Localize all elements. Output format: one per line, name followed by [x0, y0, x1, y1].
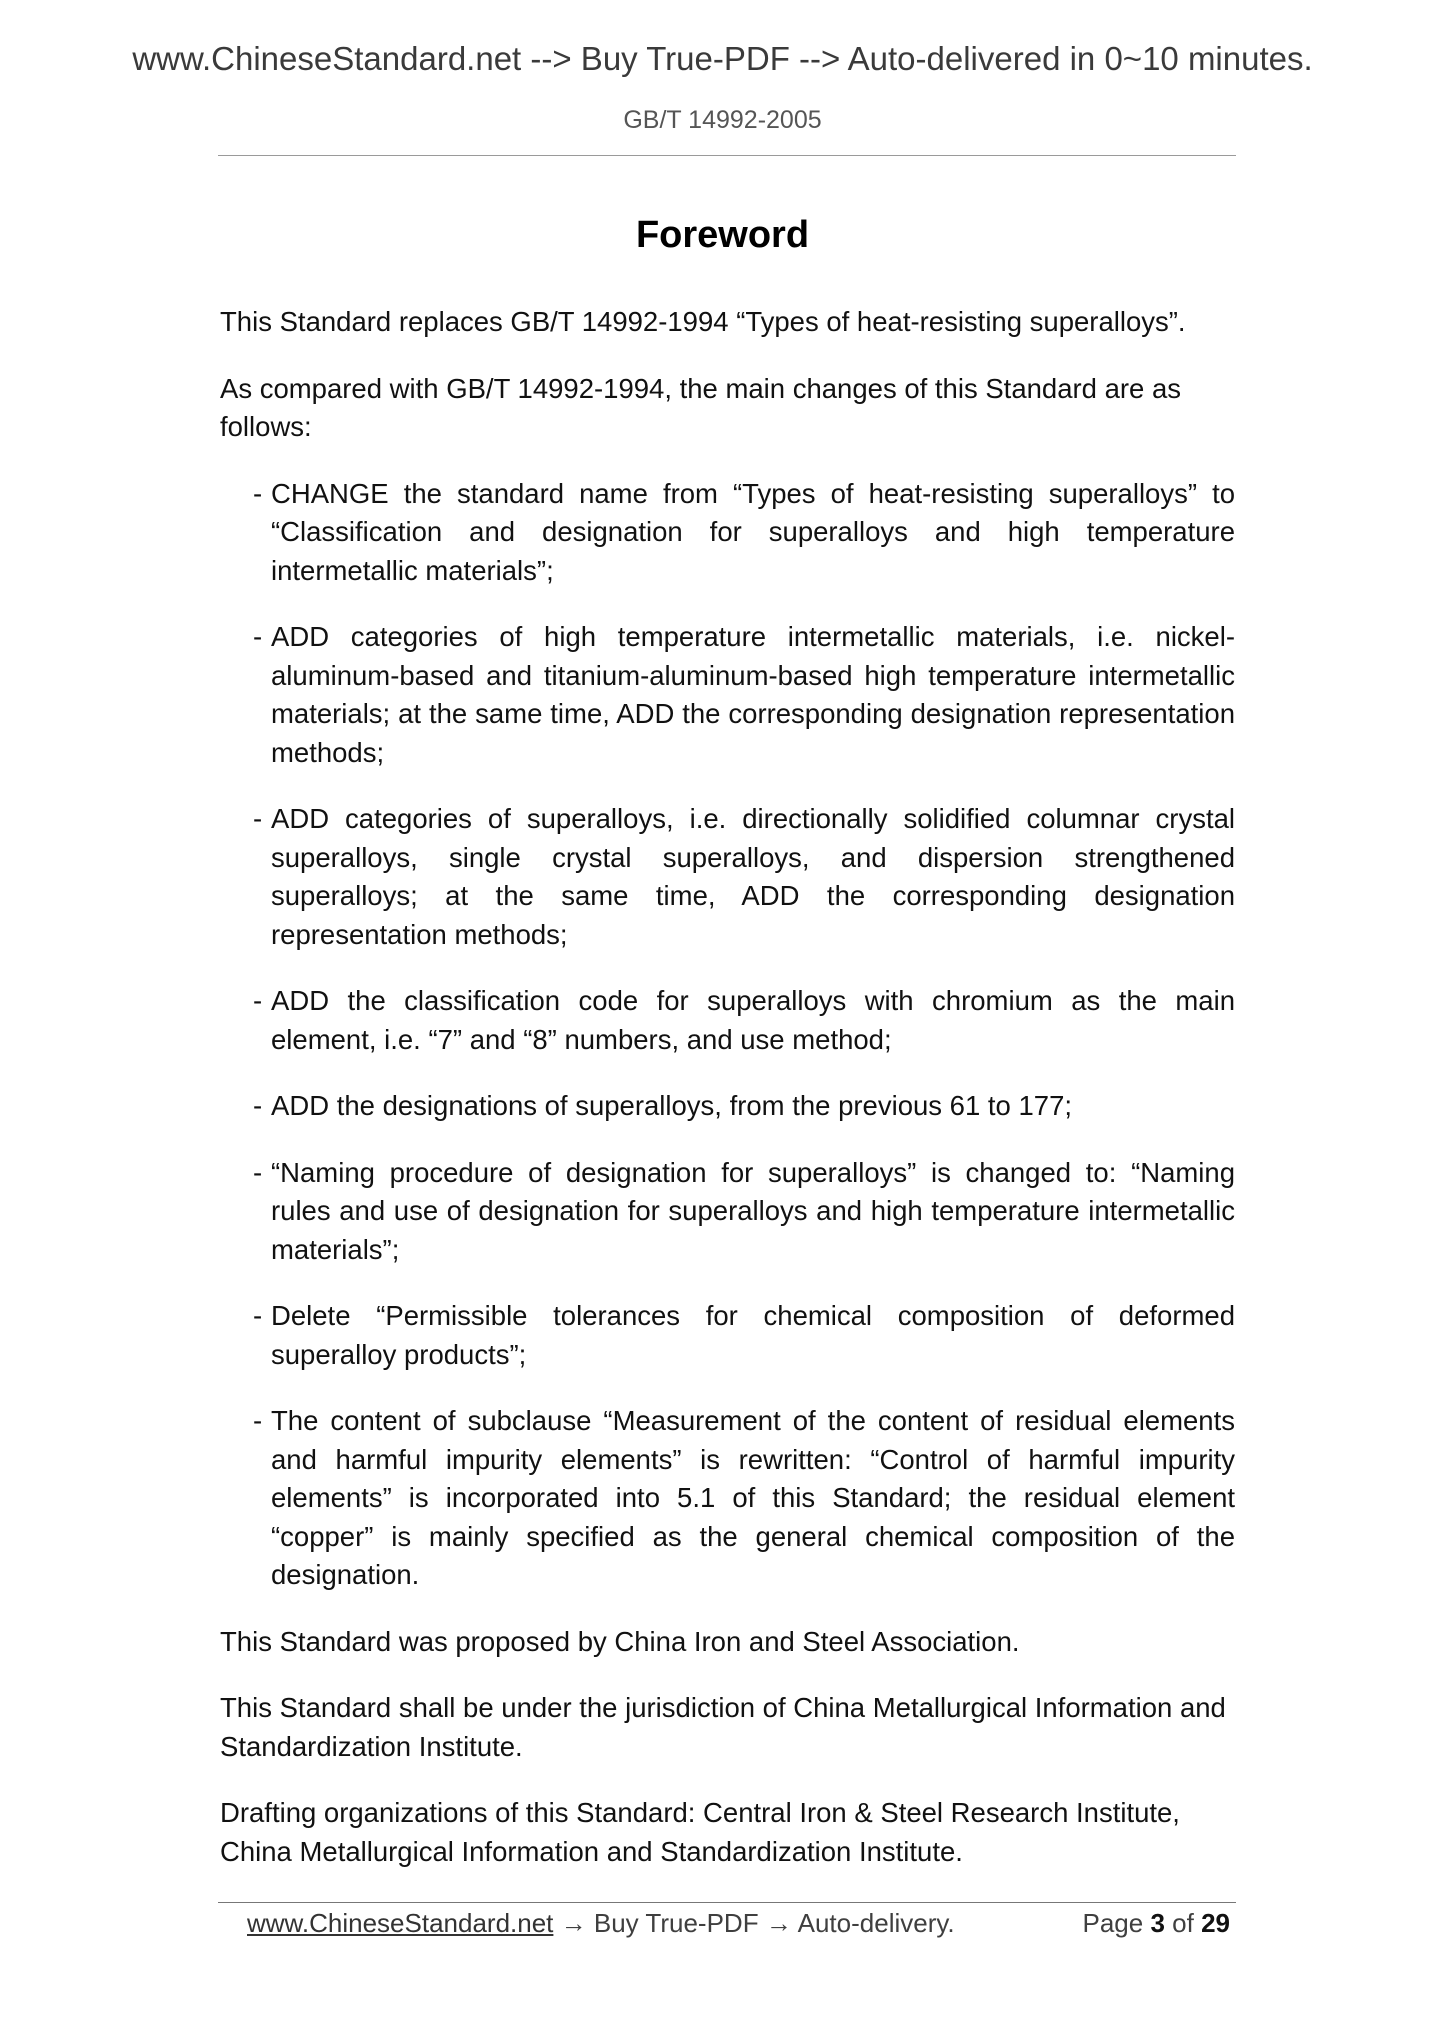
document-code: GB/T 14992-2005 — [623, 106, 822, 134]
drafting-paragraph: Drafting organizations of this Standard: Central Iron & Steel Research Institute, China Metallurgical Information and Standardization Institute. — [220, 1797, 1180, 1867]
jurisdiction-paragraph: This Standard shall be under the jurisdiction of China Metallurgical Information and Standardization Institute. — [220, 1692, 1226, 1762]
list-bullet: - — [253, 621, 263, 652]
footer-promo — [247, 1908, 955, 1939]
intro-paragraph: This Standard replaces GB/T 14992-1994 “Types of heat-resisting superalloys”. — [220, 306, 1186, 337]
page-label: Page — [1082, 1908, 1144, 1938]
changes-list — [220, 475, 1235, 1595]
page-indicator — [1082, 1908, 1230, 1939]
list-bullet: - — [253, 803, 263, 834]
arrow-icon: → — [765, 1908, 792, 1938]
list-item — [220, 1297, 1235, 1374]
footer-divider — [218, 1902, 1236, 1903]
proposer-paragraph: This Standard was proposed by China Iron and Steel Association. — [220, 1625, 1020, 1657]
of-label: of — [1172, 1908, 1194, 1938]
list-item — [220, 1154, 1235, 1270]
list-item — [220, 982, 1235, 1059]
list-item-text: ADD categories of superalloys, i.e. directionally solidified columnar crystal superalloys, single crystal superalloys, and dispersion strengthened superalloys; at the same time, ADD the corresponding designation representation methods; — [271, 803, 1235, 950]
top-banner-text: www.ChineseStandard.net --> Buy True-PDF --> Auto-delivered in 0~10 minutes. — [132, 40, 1313, 77]
list-item — [220, 618, 1235, 772]
list-bullet: - — [253, 477, 263, 509]
list-item — [220, 475, 1235, 591]
list-bullet: - — [253, 985, 263, 1016]
list-item-text: CHANGE the standard name from “Types of heat-resisting superalloys” to “Classification and designation for superalloys and high temperature intermetallic materials”; — [271, 477, 1235, 586]
list-bullet: - — [253, 1405, 263, 1436]
footer-buy-text: Buy True-PDF — [593, 1908, 759, 1938]
header-divider — [218, 155, 1236, 156]
list-item — [220, 1402, 1235, 1595]
arrow-icon: → — [560, 1908, 587, 1938]
intro-paragraph: As compared with GB/T 14992-1994, the main changes of this Standard are as follows: — [220, 372, 1182, 442]
list-item-text: The content of subclause “Measurement of the content of residual elements and harmful impurity elements” is rewritten: “Control of harmful impurity elements” is incorporated into 5.1 of this Standard; the residual element “copper” is mainly specified as the general chemical composition of the designation. — [271, 1405, 1235, 1590]
list-bullet: - — [253, 1156, 263, 1188]
footer-delivery-text: Auto-delivery. — [797, 1908, 955, 1938]
list-bullet: - — [253, 1300, 263, 1331]
foreword-body — [220, 303, 1235, 1899]
list-item — [220, 1087, 1235, 1126]
page-total: 29 — [1201, 1908, 1230, 1938]
list-item-text: “Naming procedure of designation for superalloys” is changed to: “Naming rules and use of designation for superalloys and high temperature intermetallic materials”; — [271, 1156, 1235, 1265]
page-number: 3 — [1150, 1908, 1165, 1938]
footer-site-link[interactable]: www.ChineseStandard.net — [247, 1908, 554, 1938]
list-item-text: ADD categories of high temperature intermetallic materials, i.e. nickel-aluminum-based and titanium-aluminum-based high temperature intermetallic materials; at the same time, ADD the corresponding designation representation methods; — [271, 621, 1235, 768]
list-bullet: - — [253, 1090, 263, 1121]
list-item-text: ADD the classification code for superalloys with chromium as the main element, i.e. “7” and “8” numbers, and use method; — [271, 985, 1235, 1055]
list-item-text: Delete “Permissible tolerances for chemical composition of deformed superalloy products”; — [271, 1300, 1235, 1370]
list-item — [220, 800, 1235, 954]
list-item-text: ADD the designations of superalloys, from the previous 61 to 177; — [271, 1090, 1073, 1121]
page-title: Foreword — [635, 214, 810, 256]
